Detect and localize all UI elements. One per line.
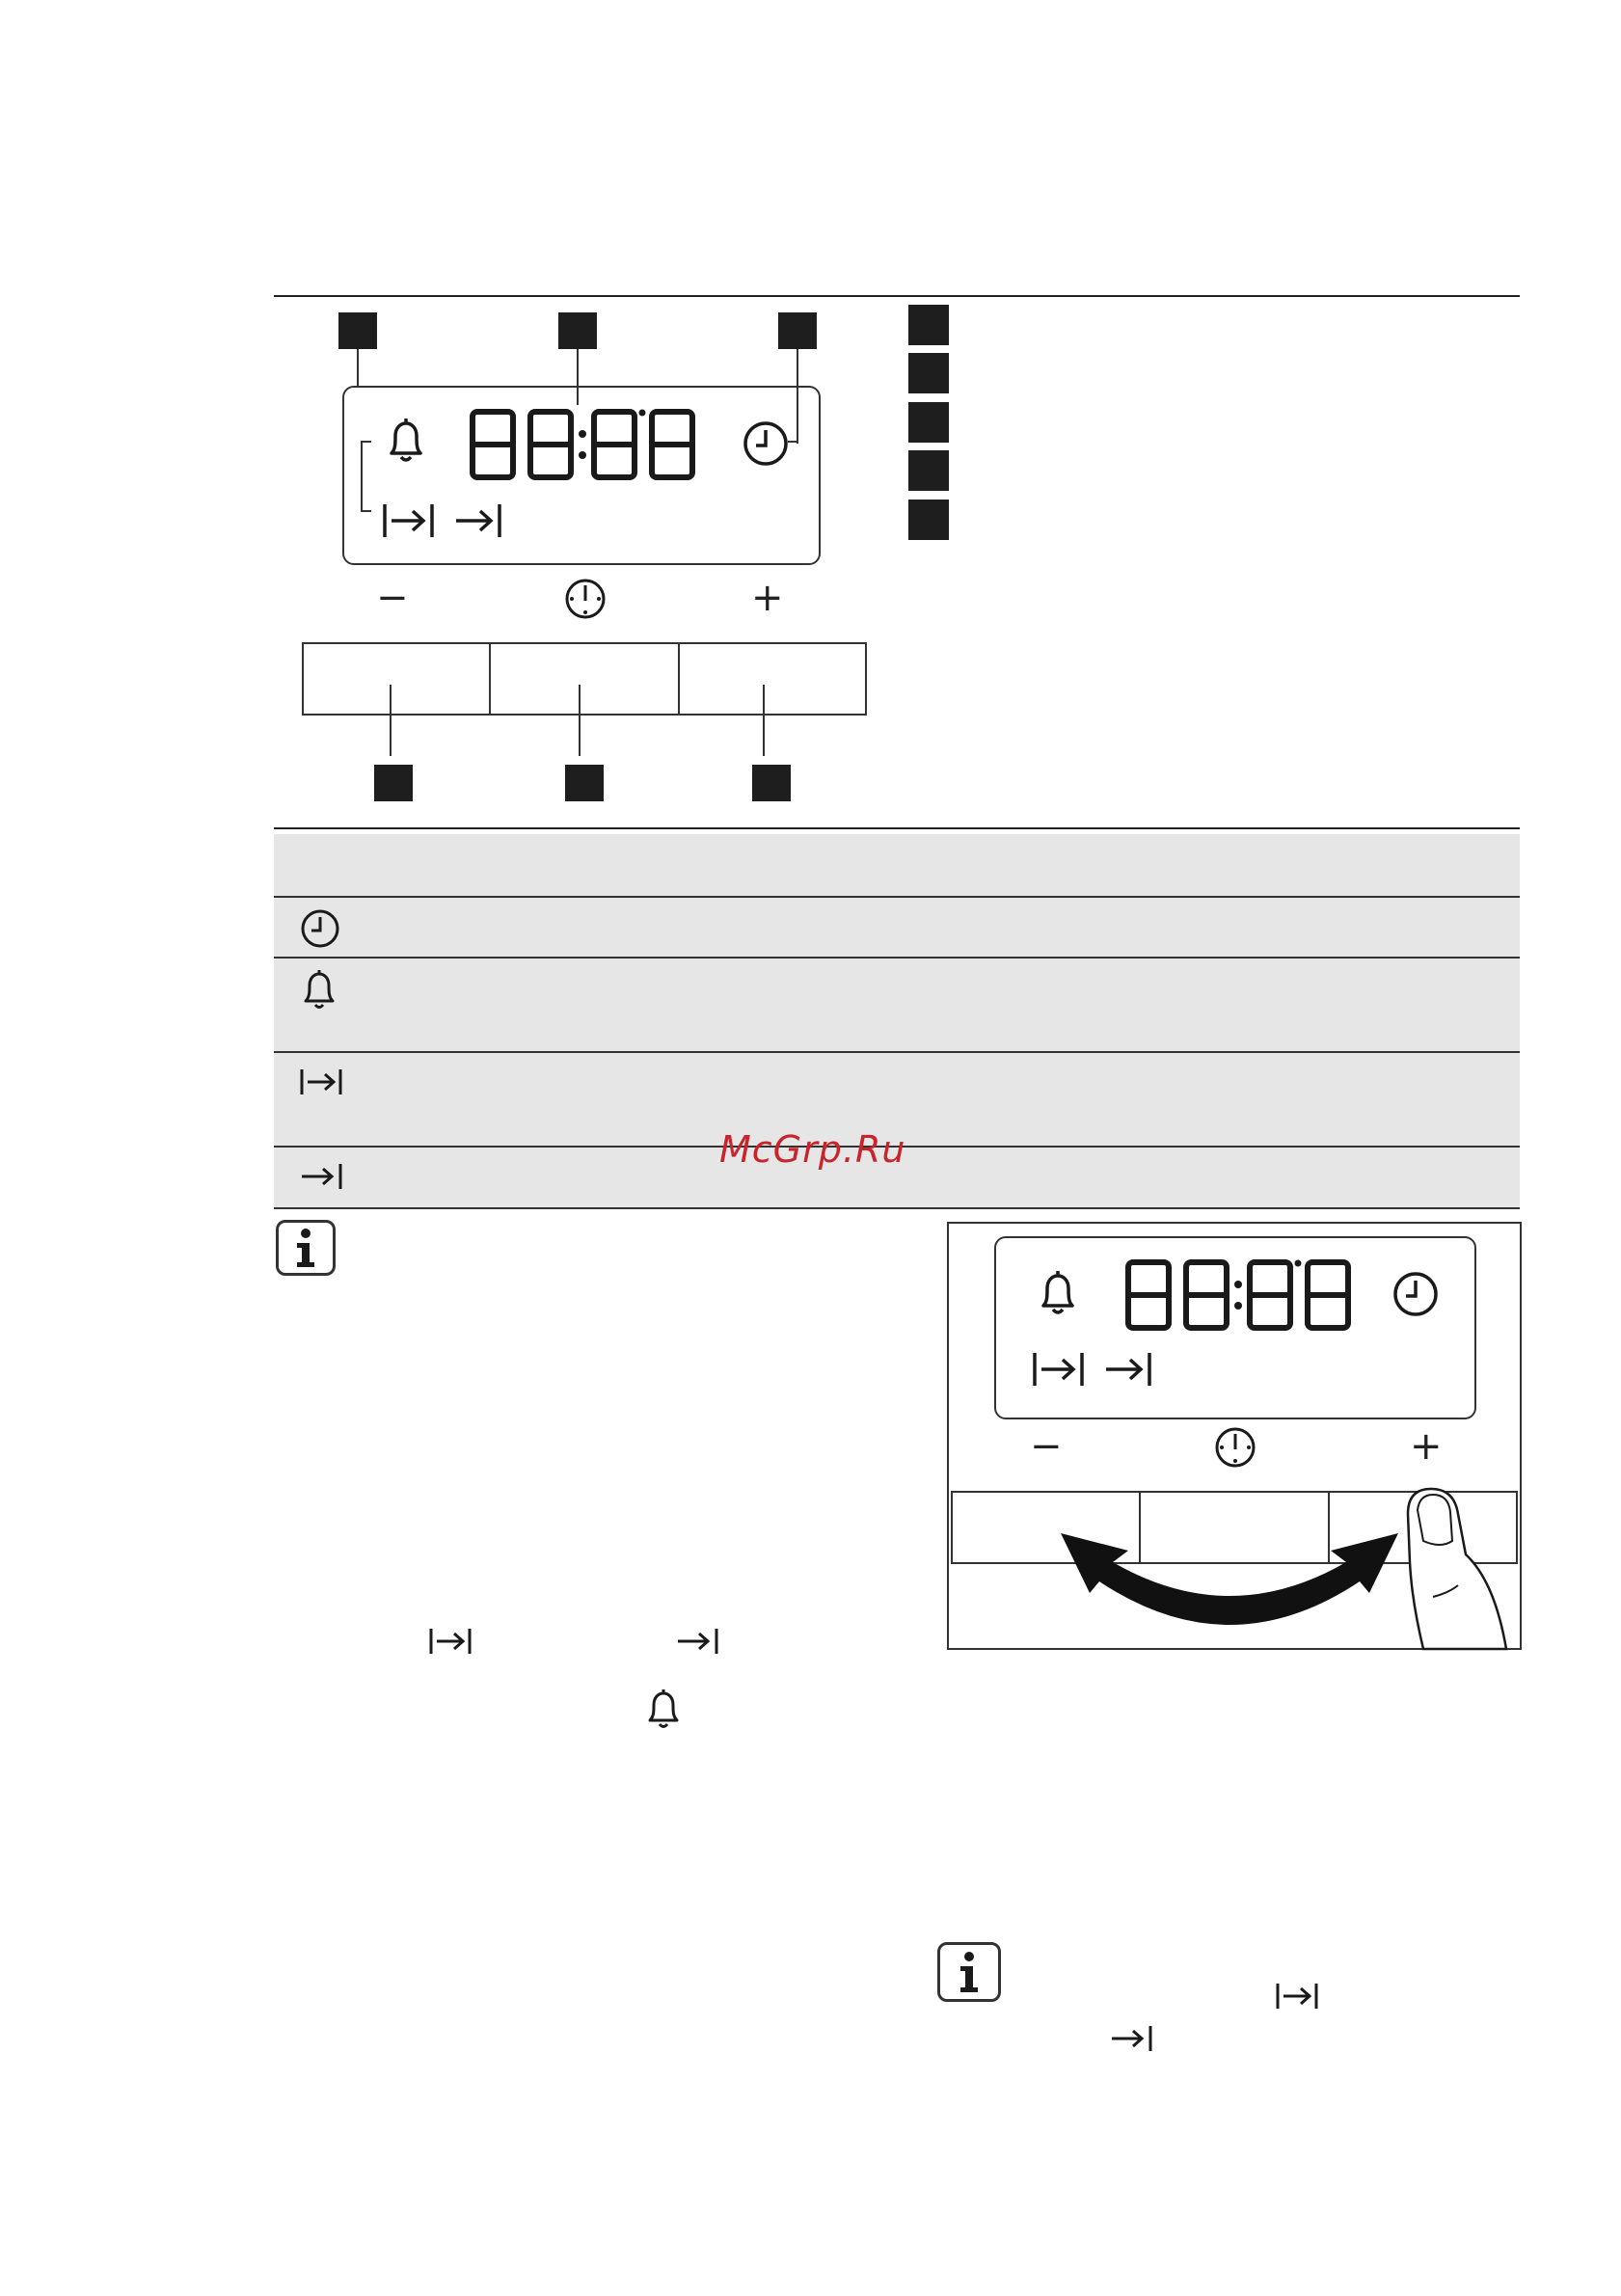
table-row-alarm: [274, 959, 1520, 1053]
clock-button-icon: [1213, 1425, 1257, 1470]
finger-icon: [1394, 1485, 1520, 1651]
clock-icon: [299, 907, 341, 950]
clock-button[interactable]: [489, 642, 680, 716]
watermark: McGrp.Ru: [719, 1128, 906, 1171]
duration-arrow-icon: [1275, 1981, 1319, 2012]
clock-icon: [1391, 1269, 1441, 1319]
legend-marker-1: [908, 305, 949, 345]
legend-marker-4: [908, 450, 949, 491]
end-arrow-icon: [299, 1161, 343, 1192]
end-arrow-icon: [675, 1626, 719, 1657]
swipe-arrow-icon: [1051, 1524, 1408, 1639]
duration-arrow-icon: [428, 1626, 473, 1657]
legend-marker-3: [908, 402, 949, 443]
clock-button-icon: [563, 577, 608, 621]
seven-segment-display: [1122, 1257, 1354, 1335]
plus-button[interactable]: [678, 642, 867, 716]
callout-4: [374, 765, 413, 801]
end-arrow-icon: [453, 501, 503, 540]
bell-icon: [384, 417, 428, 467]
info-icon: [937, 1942, 1001, 2002]
table-top-rule: [274, 827, 1520, 829]
callout-6: [752, 765, 791, 801]
plus-sign: +: [751, 576, 784, 620]
legend-marker-5: [908, 500, 949, 540]
bell-icon: [1036, 1269, 1080, 1319]
clock-icon: [741, 419, 791, 469]
duration-arrow-icon: [382, 501, 436, 540]
table-header-row: [274, 834, 1520, 898]
minus-sign: −: [376, 576, 409, 620]
minus-button[interactable]: [302, 642, 491, 716]
info-icon: [276, 1220, 336, 1276]
duration-arrow-icon: [1032, 1350, 1086, 1389]
duration-arrow-icon: [299, 1067, 343, 1097]
minus-sign: −: [1030, 1424, 1063, 1469]
legend-marker-2: [908, 353, 949, 393]
plus-sign: +: [1410, 1424, 1443, 1469]
seven-segment-display: [467, 407, 698, 484]
end-arrow-icon: [1109, 2023, 1153, 2054]
end-arrow-icon: [1103, 1350, 1153, 1389]
callout-5: [565, 765, 604, 801]
bell-icon: [643, 1688, 684, 1732]
bell-icon: [299, 968, 339, 1013]
table-row-clock: [274, 898, 1520, 959]
